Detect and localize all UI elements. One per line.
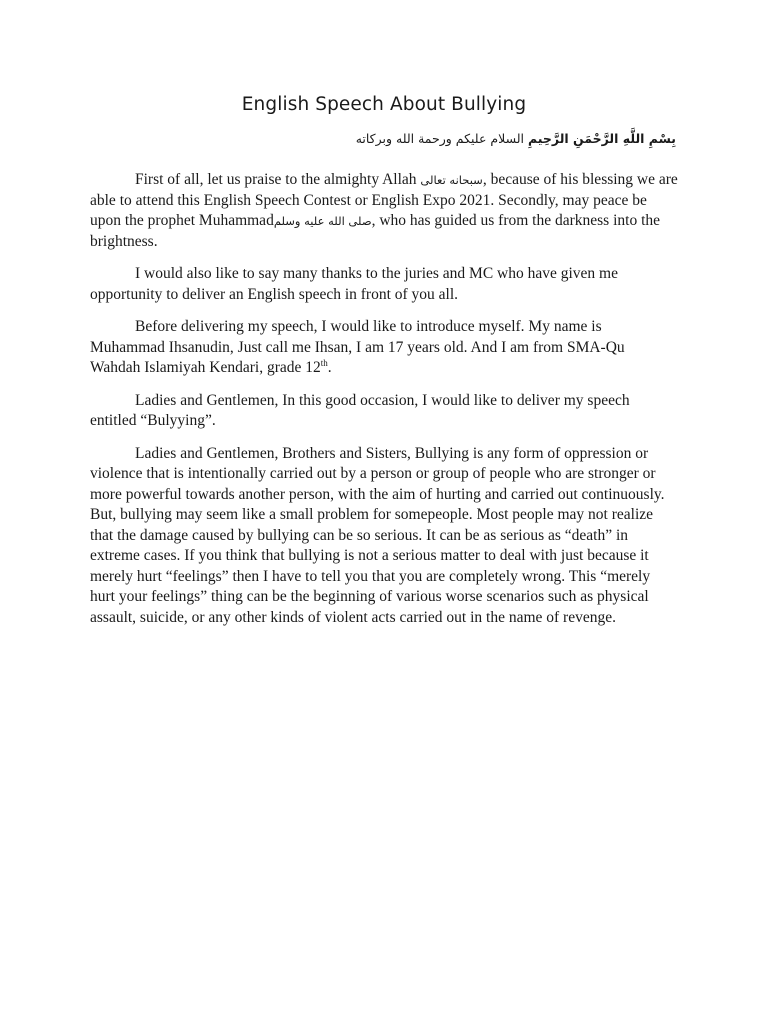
ordinal-suffix: th — [320, 357, 328, 368]
paragraph-introduction-text-b: . — [327, 359, 332, 376]
paragraph-opening-text-a: First of all, let us praise to the almighty Allah — [135, 171, 421, 188]
salam-text: السلام عليكم ورحمة الله وبركاته — [355, 131, 525, 146]
paragraph-opening — [90, 170, 678, 252]
arabic-honorific-allah: سبحانه تعالى — [420, 173, 483, 187]
paragraph-introduction — [90, 317, 678, 379]
paragraph-introduction-text-a: Before delivering my speech, I would like to introduce myself. My name is Muhammad Ihsanudin, Just call me Ihsan, I am 17 years old. And I am from SMA-Qu Wahdah Islamiyah Kendari, grade 12 — [90, 318, 625, 376]
paragraph-topic: Ladies and Gentlemen, In this good occasion, I would like to deliver my speech entitled “Bulyying”. — [90, 391, 630, 429]
paragraph-opening-text-c: , who has guided us from the darkness into the brightness. — [90, 212, 661, 250]
basmala-text: بِسْمِ اللَّهِ الرَّحْمَنِ الرَّحِيمِ — [528, 131, 676, 146]
paragraph-opening-text-b: , because of his blessing we are able to attend this English Speech Contest or English Expo 2021. Secondly, may peace be upon the prophet Muhammad — [90, 171, 678, 229]
arabic-honorific-prophet: صلى الله عليه وسلم — [273, 214, 372, 228]
arabic-greeting — [356, 131, 676, 146]
page-title: English Speech About Bullying — [241, 94, 527, 115]
speech-body — [90, 170, 678, 640]
paragraph-bullying-definition: Ladies and Gentlemen, Brothers and Sisters, Bullying is any form of oppression or violence that is intentionally carried out by a person or group of people who are stronger or more powerful towards another person, with the aim of hurting and carried out continuously. But, bullying may seem like a small problem for somepeople. Most people may not realize that the damage caused by bullying can be so serious. It can be as serious as “death” in extreme cases. If you think that bullying is not a serious matter to deal with just because it merely hurt “feelings” then I have to tell you that you are completely wrong. This “merely hurt your feelings” thing can be the beginning of various worse scenarios such as physical assault, suicide, or any other kinds of violent acts carried out in the name of revenge. — [90, 444, 665, 626]
paragraph-thanks: I would also like to say many thanks to the juries and MC who have given me opportunity to deliver an English speech in front of you all. — [90, 265, 618, 303]
